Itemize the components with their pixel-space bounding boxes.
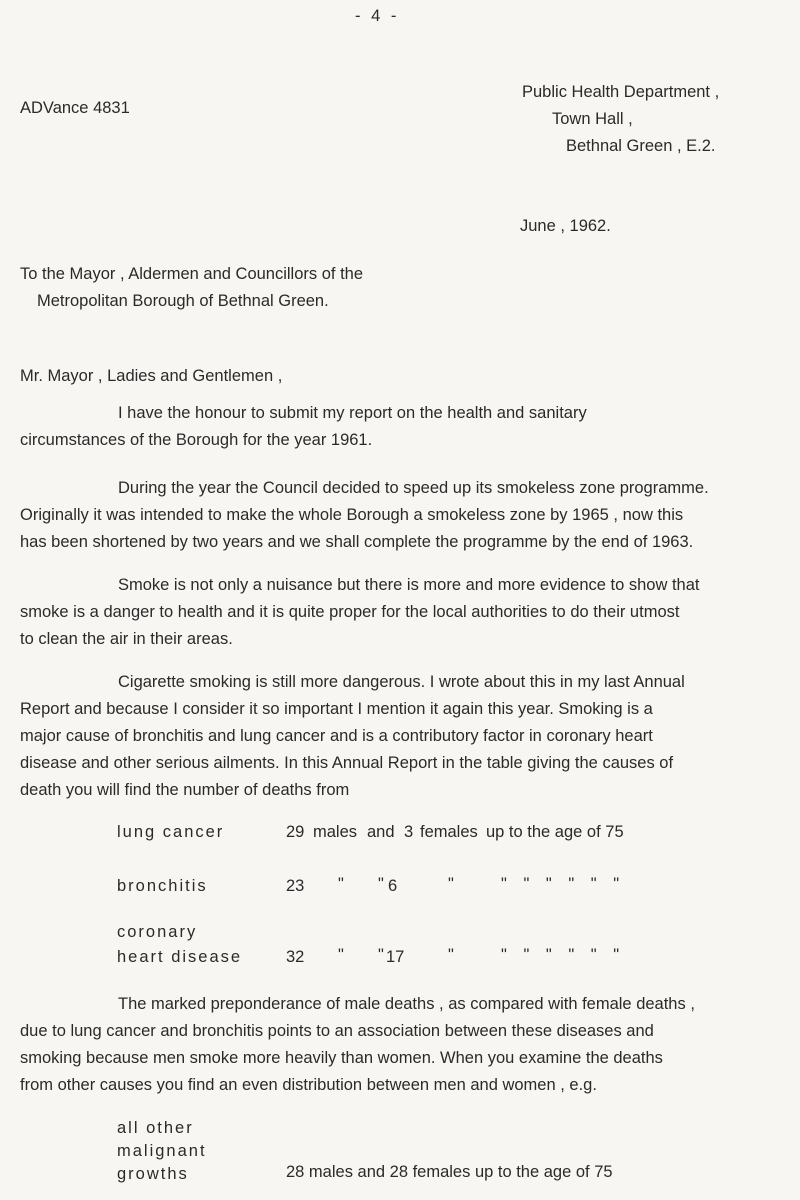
male-count: 29	[286, 823, 305, 841]
paragraph-line: Originally it was intended to make the whole Borough a smokeless zone by 1965 , now this	[20, 506, 684, 524]
salutation: Mr. Mayor , Ladies and Gentlemen ,	[20, 367, 283, 385]
address-line-2: Town Hall ,	[552, 110, 633, 128]
paragraph-line: During the year the Council decided to speed up its smokeless zone programme.	[118, 479, 709, 497]
other-growths-counts: 28 males and 28 females up to the age of 75	[286, 1163, 613, 1181]
paragraph-line: The marked preponderance of male deaths , as compared with female deaths ,	[118, 995, 695, 1013]
paragraph-line: has been shortened by two years and we shall complete the programme by the end of 1963.	[20, 533, 694, 551]
telephone-exchange: ADVance 4831	[20, 99, 130, 117]
paragraph-line: I have the honour to submit my report on the health and sanitary	[118, 404, 587, 422]
paragraph-smoke-danger	[20, 572, 790, 653]
and-word: and	[367, 823, 395, 841]
female-count: 3	[404, 823, 414, 841]
paragraph-line: circumstances of the Borough for the year 1961.	[20, 431, 373, 449]
paragraph-line: Report and because I consider it so important I mention it again this year. Smoking is a	[20, 700, 653, 718]
paragraph-line: due to lung cancer and bronchitis points to an association between these diseases and	[20, 1022, 654, 1040]
paragraph-cigarette-smoking	[20, 669, 790, 804]
paragraph-line: Cigarette smoking is still more dangerous. I wrote about this in my last Annual	[118, 673, 685, 691]
ditto-mark: "	[338, 875, 344, 893]
address-line-1: Public Health Department ,	[522, 83, 720, 101]
females-label: females	[420, 823, 478, 841]
paragraph-male-preponderance	[20, 991, 790, 1099]
ditto-mark: "	[378, 946, 384, 964]
female-count: 6	[388, 877, 398, 895]
paragraph-smokeless-zone	[20, 475, 790, 556]
paragraph-line: from other causes you find an even distribution between men and women , e.g.	[20, 1076, 597, 1094]
paragraph-report-intro	[20, 400, 790, 454]
cause-label: coronary	[117, 923, 198, 941]
age-limit: up to the age of 75	[486, 823, 624, 841]
paragraph-line: smoking because men smoke more heavily than women. When you examine the deaths	[20, 1049, 663, 1067]
female-count: 17	[386, 948, 405, 966]
ditto-mark: "	[448, 946, 454, 964]
male-count: 32	[286, 948, 305, 966]
cause-label: growths	[117, 1165, 189, 1183]
addressee-line-2: Metropolitan Borough of Bethnal Green.	[37, 292, 329, 310]
cause-label: bronchitis	[117, 877, 208, 895]
ditto-mark: "	[338, 946, 344, 964]
ditto-marks: " " " " " "	[501, 946, 626, 964]
addressee-line-1: To the Mayor , Aldermen and Councillors of the	[20, 265, 364, 283]
ditto-mark: "	[448, 875, 454, 893]
address-line-3: Bethnal Green , E.2.	[566, 137, 716, 155]
paragraph-line: disease and other serious ailments. In this Annual Report in the table giving the causes of	[20, 754, 674, 772]
male-count: 23	[286, 877, 305, 895]
males-label: males	[313, 823, 358, 841]
paragraph-line: smoke is a danger to health and it is quite proper for the local authorities to do their utmost	[20, 603, 680, 621]
cause-label: all other	[117, 1119, 194, 1137]
cause-label: heart disease	[117, 948, 243, 966]
page-number: - 4 -	[355, 7, 400, 25]
letter-date: June , 1962.	[520, 217, 611, 235]
cause-label: lung cancer	[117, 823, 225, 841]
paragraph-line: to clean the air in their areas.	[20, 630, 233, 648]
paragraph-line: Smoke is not only a nuisance but there is more and more evidence to show that	[118, 576, 700, 594]
cause-label: malignant	[117, 1142, 207, 1160]
paragraph-line: major cause of bronchitis and lung cancer and is a contributory factor in coronary heart	[20, 727, 653, 745]
ditto-mark: "	[378, 875, 384, 893]
ditto-marks: " " " " " "	[501, 875, 626, 893]
paragraph-line: death you will find the number of deaths from	[20, 781, 350, 799]
